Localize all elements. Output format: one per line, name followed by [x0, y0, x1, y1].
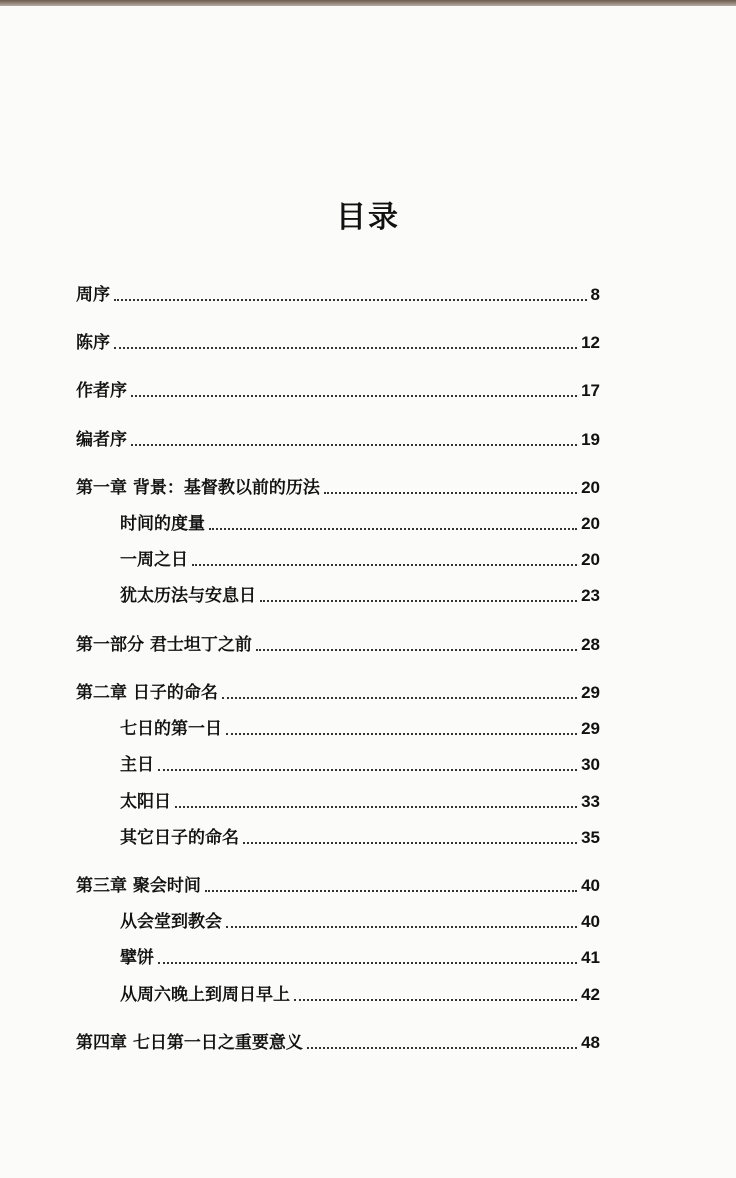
toc-entry[interactable]: [76, 372, 600, 402]
toc-entry-label: 从会堂到教会: [120, 912, 222, 932]
toc-entry-page: 19: [581, 430, 600, 449]
toc-leader-dots: [256, 649, 577, 651]
toc-entry-label: 第一章 背景：基督教以前的历法: [76, 478, 320, 498]
toc-leader-dots: [158, 962, 577, 964]
toc-entry[interactable]: [76, 674, 600, 704]
page-top-edge: [0, 0, 736, 6]
toc-leader-dots: [209, 528, 577, 530]
toc-entry-label: 编者序: [76, 430, 127, 450]
toc-entry-page: 30: [581, 755, 600, 774]
toc-entry-label: 第一部分 君士坦丁之前: [76, 635, 252, 655]
toc-subentry[interactable]: [120, 976, 600, 1006]
toc-entry[interactable]: [76, 276, 600, 306]
toc-entry[interactable]: [76, 469, 600, 499]
toc-leader-dots: [226, 926, 577, 928]
toc-entry[interactable]: [76, 867, 600, 897]
toc-entry-label: 从周六晚上到周日早上: [120, 985, 290, 1005]
toc-entry-page: 35: [581, 828, 600, 847]
toc-subentry[interactable]: [120, 710, 600, 740]
toc-entry-page: 48: [581, 1033, 600, 1052]
toc-entry-label: 时间的度量: [120, 514, 205, 534]
toc-entry-label: 擘饼: [120, 948, 154, 968]
toc-leader-dots: [307, 1047, 577, 1049]
toc-entry[interactable]: [76, 324, 600, 354]
toc-leader-dots: [294, 999, 577, 1001]
toc-subentry[interactable]: [120, 939, 600, 969]
toc-leader-dots: [260, 600, 577, 602]
toc-leader-dots: [114, 299, 587, 301]
toc-subentry[interactable]: [120, 541, 600, 571]
toc-entry-page: 12: [581, 333, 600, 352]
toc-entry-page: 20: [581, 514, 600, 533]
toc-entry-page: 20: [581, 550, 600, 569]
toc-entry-label: 第二章 日子的命名: [76, 683, 218, 703]
toc-subentry[interactable]: [120, 505, 600, 535]
toc-subentry[interactable]: [120, 903, 600, 933]
toc-leader-dots: [192, 564, 577, 566]
toc-entry[interactable]: [76, 421, 600, 451]
toc-subentry[interactable]: [120, 783, 600, 813]
toc-leader-dots: [243, 842, 577, 844]
toc-entry-page: 17: [581, 381, 600, 400]
toc-entry-label: 周序: [76, 285, 110, 305]
toc-leader-dots: [324, 492, 577, 494]
toc-entry-label: 犹太历法与安息日: [120, 586, 256, 606]
toc-leader-dots: [226, 733, 577, 735]
toc-entry-label: 七日的第一日: [120, 719, 222, 739]
toc-entry-page: 29: [581, 683, 600, 702]
toc-entry-label: 第四章 七日第一日之重要意义: [76, 1033, 303, 1053]
toc-leader-dots: [175, 806, 577, 808]
toc-entry[interactable]: [76, 1024, 600, 1054]
toc-entry-label: 第三章 聚会时间: [76, 876, 201, 896]
toc-leader-dots: [158, 769, 577, 771]
toc-entry-page: 42: [581, 985, 600, 1004]
toc-entry-page: 41: [581, 948, 600, 967]
toc-subentry[interactable]: [120, 819, 600, 849]
toc-entry-page: 20: [581, 478, 600, 497]
toc-entry-page: 33: [581, 792, 600, 811]
toc-entry-label: 一周之日: [120, 550, 188, 570]
toc-leader-dots: [222, 697, 577, 699]
toc-entry-label: 太阳日: [120, 792, 171, 812]
toc-leader-dots: [131, 444, 577, 446]
toc-entry[interactable]: [76, 626, 600, 656]
toc-leader-dots: [114, 347, 577, 349]
toc-entry-label: 其它日子的命名: [120, 828, 239, 848]
toc-entry-label: 作者序: [76, 381, 127, 401]
toc-entry-page: 23: [581, 586, 600, 605]
toc-entry-page: 8: [590, 285, 600, 304]
toc-entry-page: 28: [581, 635, 600, 654]
toc-leader-dots: [205, 890, 577, 892]
toc-leader-dots: [131, 395, 577, 397]
toc-entry-page: 40: [581, 912, 600, 931]
page-title: 目录: [336, 200, 400, 235]
toc-subentry[interactable]: [120, 577, 600, 607]
toc-entry-label: 主日: [120, 755, 154, 775]
toc-entry-page: 40: [581, 876, 600, 895]
toc-entry-label: 陈序: [76, 333, 110, 353]
toc-entry-page: 29: [581, 719, 600, 738]
toc-subentry[interactable]: [120, 746, 600, 776]
